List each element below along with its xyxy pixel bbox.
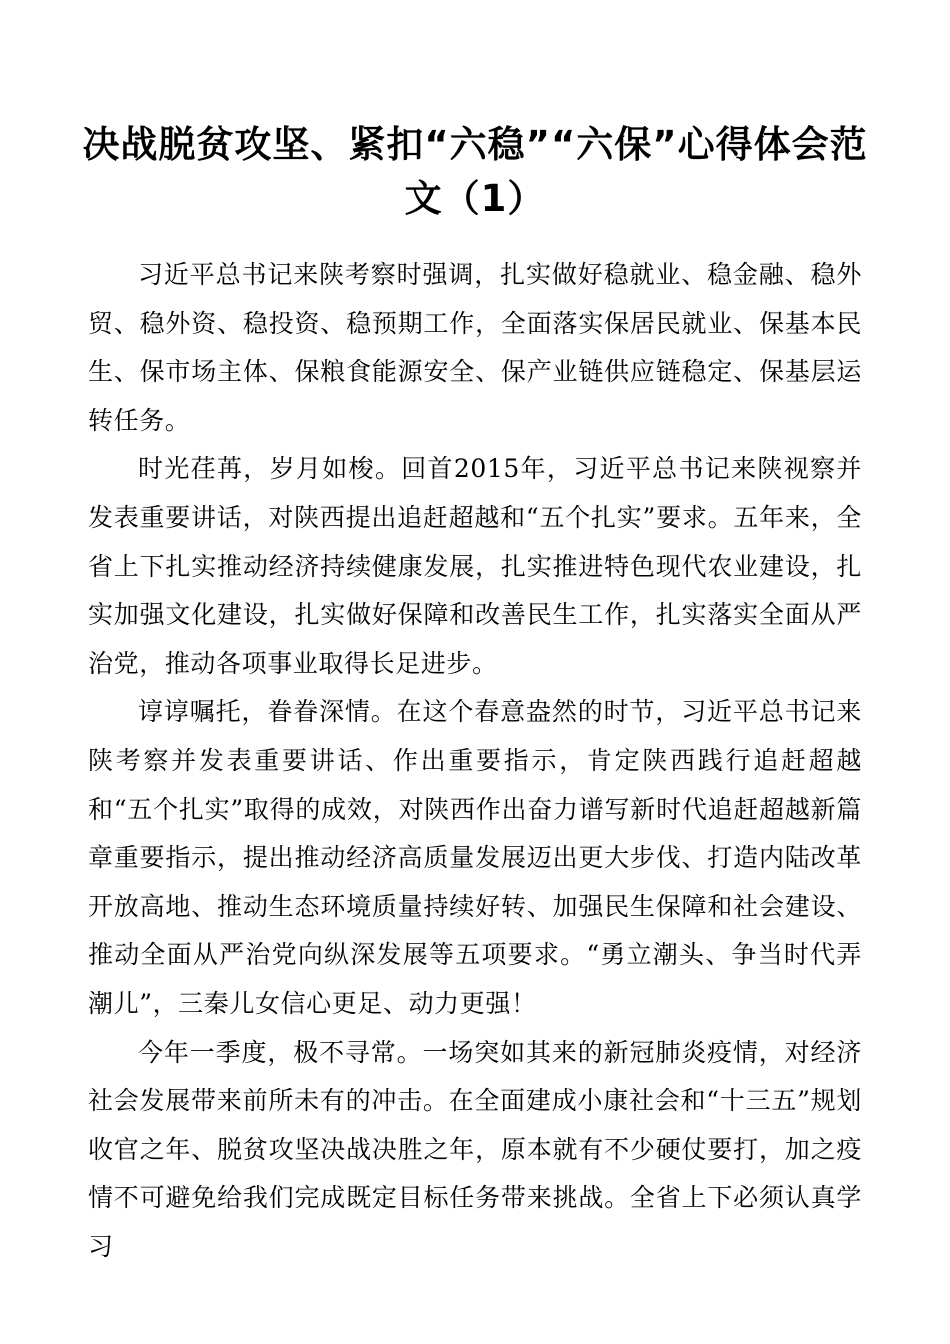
paragraph-2: 时光荏苒，岁月如梭。回首2015年，习近平总书记来陕视察并发表重要讲话，对陕西提出追赶超越和“五个扎实”要求。五年来，全省上下扎实推动经济持续健康发展，扎实推进特色现代农业建设，扎实加强文化建设，扎实做好保障和改善民生工作，扎实落实全面从严治党，推动各项事业取得长足进步。	[88, 454, 862, 678]
paragraph-3: 谆谆嘱托，眷眷深情。在这个春意盎然的时节，习近平总书记来陕考察并发表重要讲话、作出重要指示，肯定陕西践行追赶超越和“五个扎实”取得的成效，对陕西作出奋力谱写新时代追赶超越新篇章重要指示，提出推动经济高质量发展迈出更大步伐、打造内陆改革开放高地、推动生态环境质量持续好转、加强民生保障和社会建设、推动全面从严治党向纵深发展等五项要求。“勇立潮头、争当时代弄潮儿”，三秦儿女信心更足、动力更强！	[88, 697, 862, 1018]
paragraph-1: 习近平总书记来陕考察时强调，扎实做好稳就业、稳金融、稳外贸、稳外资、稳投资、稳预期工作，全面落实保居民就业、保基本民生、保市场主体、保粮食能源安全、保产业链供应链稳定、保基层运转任务。	[88, 260, 862, 435]
paragraph-4: 今年一季度，极不寻常。一场突如其来的新冠肺炎疫情，对经济社会发展带来前所未有的冲击。在全面建成小康社会和“十三五”规划收官之年、脱贫攻坚决战决胜之年，原本就有不少硬仗要打，加之疫情不可避免给我们完成既定目标任务带来挑战。全省上下必须认真学习	[88, 1037, 862, 1261]
document-body	[88, 251, 862, 1271]
document-title: 决战脱贫攻坚、紧扣“六稳”“六保”心得体会范文（1）	[82, 123, 868, 220]
